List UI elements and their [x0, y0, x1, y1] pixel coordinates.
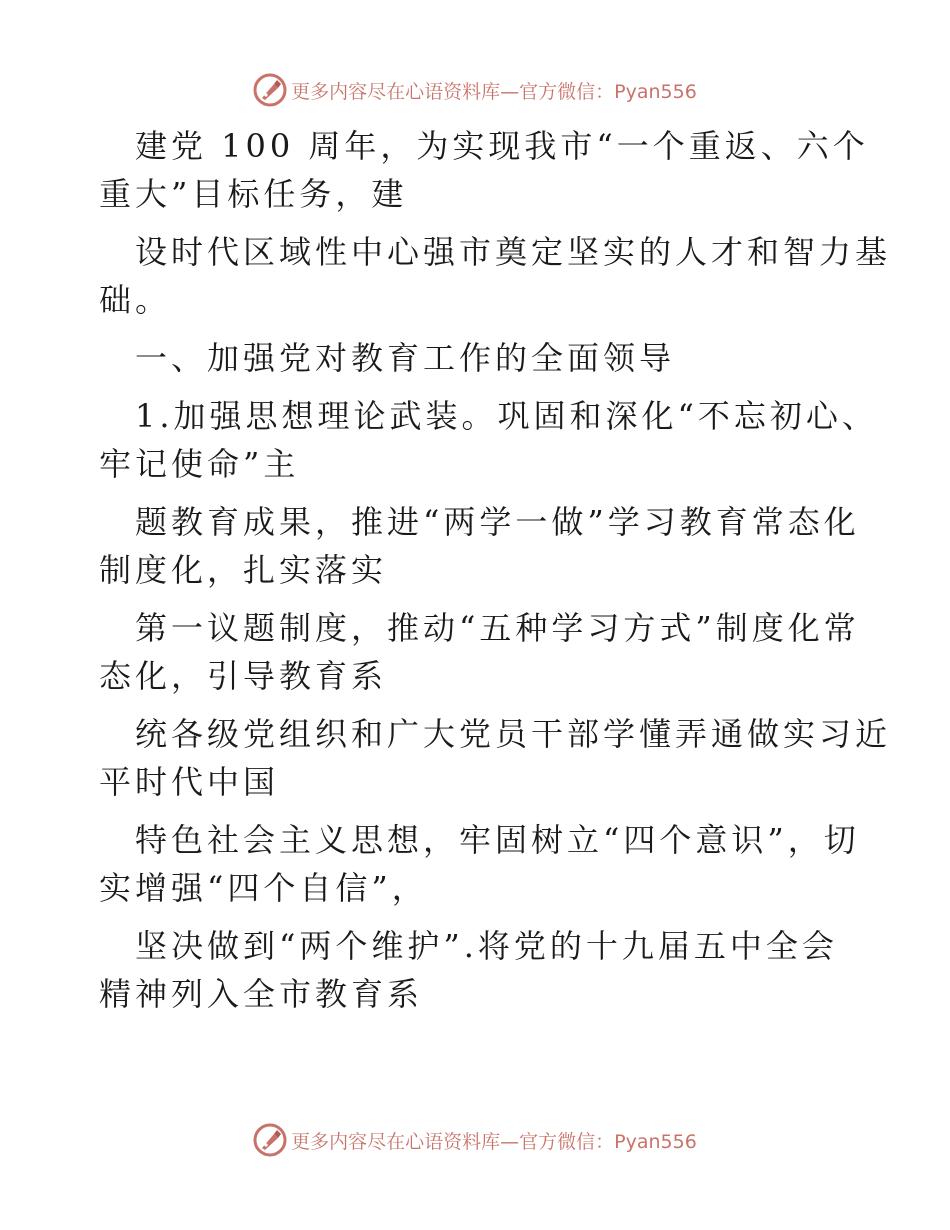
watermark-text: 更多内容尽在心语资料库—官方微信：Pyan556: [291, 80, 697, 103]
footer-watermark: [0, 1120, 950, 1160]
header-watermark: [0, 70, 950, 110]
pen-nib-logo-icon: [253, 1123, 287, 1157]
paragraph-line: 实增强“四个自信”，: [99, 869, 428, 907]
paragraph-line: 态化，引导教育系: [99, 657, 388, 695]
paragraph-line: 题教育成果，推进“两学一做”学习教育常态化: [135, 503, 860, 541]
document-body: [99, 122, 892, 1018]
paragraph-line: 统各级党组织和广大党员干部学懂弄通做实习近: [135, 715, 892, 753]
paragraph-line: 平时代中国: [99, 763, 280, 801]
paragraph-line: 建党 100 周年，为实现我市“一个重返、六个: [135, 127, 869, 165]
paragraph-line: 特色社会主义思想，牢固树立“四个意识”，切: [135, 821, 860, 859]
section-heading: 一、加强党对教育工作的全面领导: [135, 339, 676, 377]
paragraph-line: 精神列入全市教育系: [99, 975, 424, 1013]
paragraph-line: 第一议题制度，推动“五种学习方式”制度化常: [135, 609, 860, 647]
paragraph-line: 1.加强思想理论武装。巩固和深化“不忘初心、: [135, 397, 878, 435]
pen-nib-logo-icon: [253, 73, 287, 107]
watermark-text: 更多内容尽在心语资料库—官方微信：Pyan556: [291, 1130, 697, 1153]
paragraph-line: 设时代区域性中心强市奠定坚实的人才和智力基: [135, 233, 892, 271]
paragraph-line: 牢记使命”主: [99, 445, 300, 483]
paragraph-line: 坚决做到“两个维护”.将党的十九届五中全会: [135, 927, 838, 965]
paragraph-line: 重大”目标任务，建: [99, 175, 408, 213]
paragraph-line: 础。: [99, 281, 172, 319]
paragraph-line: 制度化，扎实落实: [99, 551, 388, 589]
